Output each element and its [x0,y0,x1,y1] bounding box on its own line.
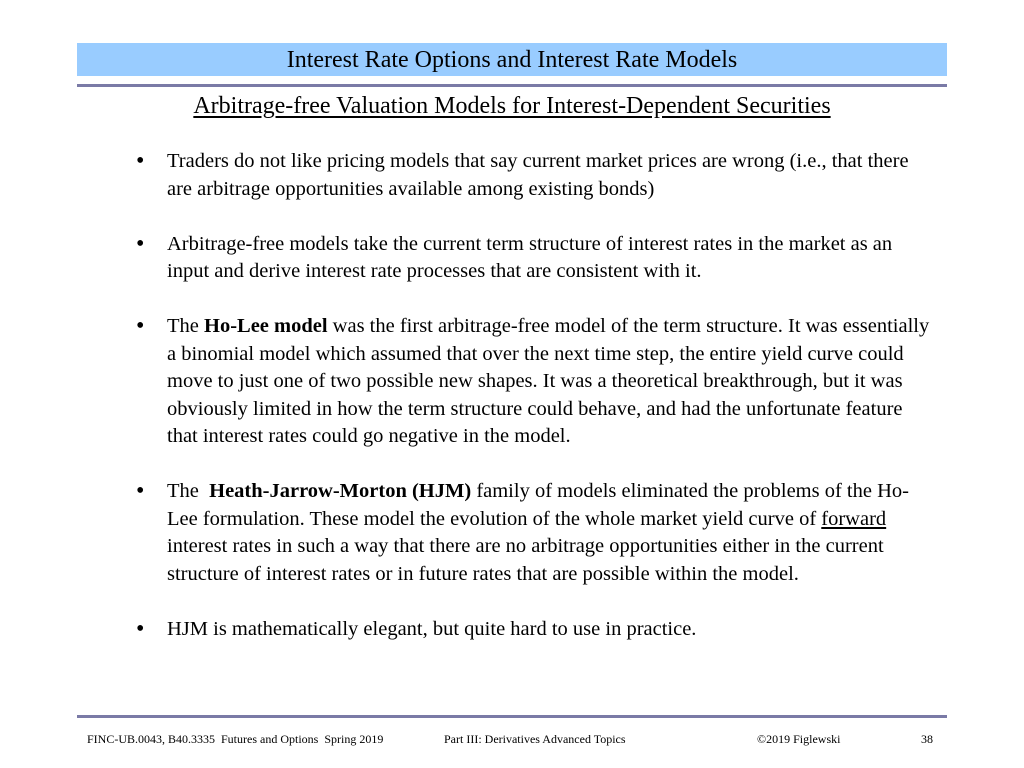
bullet-dot: • [136,313,145,339]
footer-divider [77,715,947,718]
slide-title: Interest Rate Options and Interest Rate Models [286,46,738,73]
bullet-bold-term: Heath-Jarrow-Morton (HJM) [209,480,472,502]
bullet-text-post: interest rates in such a way that there are no arbitrage opportunities either in the current structure of interest rates or in future rates that are possible within the model. [167,535,884,585]
bullet-bold-term: Ho-Lee model [204,315,328,337]
bullet-text: Arbitrage-free models take the current term structure of interest rates in the market as an input and derive interest rate processes that are consistent with it. [167,232,893,282]
bullet-item-3 [0,313,937,451]
bullet-list [0,148,1024,671]
page-number: 38 [921,732,933,746]
slide-title-bar [77,43,947,76]
footer-part: Part III: Derivatives Advanced Topics [444,732,626,746]
slide-subtitle: Arbitrage-free Valuation Models for Interest-Dependent Securities [193,93,831,119]
bullet-item-5 [0,616,937,644]
bullet-item-4 [0,478,937,588]
bullet-text: Traders do not like pricing models that say current market prices are wrong (i.e., that there are arbitrage opportunities available among existing bonds) [167,150,909,200]
bullet-dot: • [136,478,145,504]
bullet-text-mid: family of models eliminated the problems of the Ho-Lee formulation. These model the evolution of the whole market yield curve of [167,480,909,530]
bullet-underlined-term: forward [821,507,887,530]
bullet-dot: • [136,148,145,174]
bullet-dot: • [136,615,145,642]
bullet-item-2 [0,231,937,286]
bullet-text-post: was the first arbitrage-free model of the term structure. It was essentially a binomial model which assumed that over the next time step, the entire yield curve could move to just one of two possible new shapes. It was a theoretical breakthrough, but it was obviously limited in how the term structure could behave, and had the unfortunate feature that interest rates could go negative in the model. [167,315,930,447]
bullet-text: HJM is mathematically elegant, but quite hard to use in practice. [167,617,697,640]
bullet-text-pre: The [167,315,204,337]
header-divider [77,84,947,87]
bullet-dot: • [136,230,145,257]
bullet-text-pre: The [167,480,210,502]
bullet-item-1 [0,148,937,203]
footer-course: FINC-UB.0043, B40.3335 Futures and Options Spring 2019 [87,732,384,746]
slide-subtitle-container [77,92,947,120]
footer-copyright: ©2019 Figlewski [757,732,841,746]
